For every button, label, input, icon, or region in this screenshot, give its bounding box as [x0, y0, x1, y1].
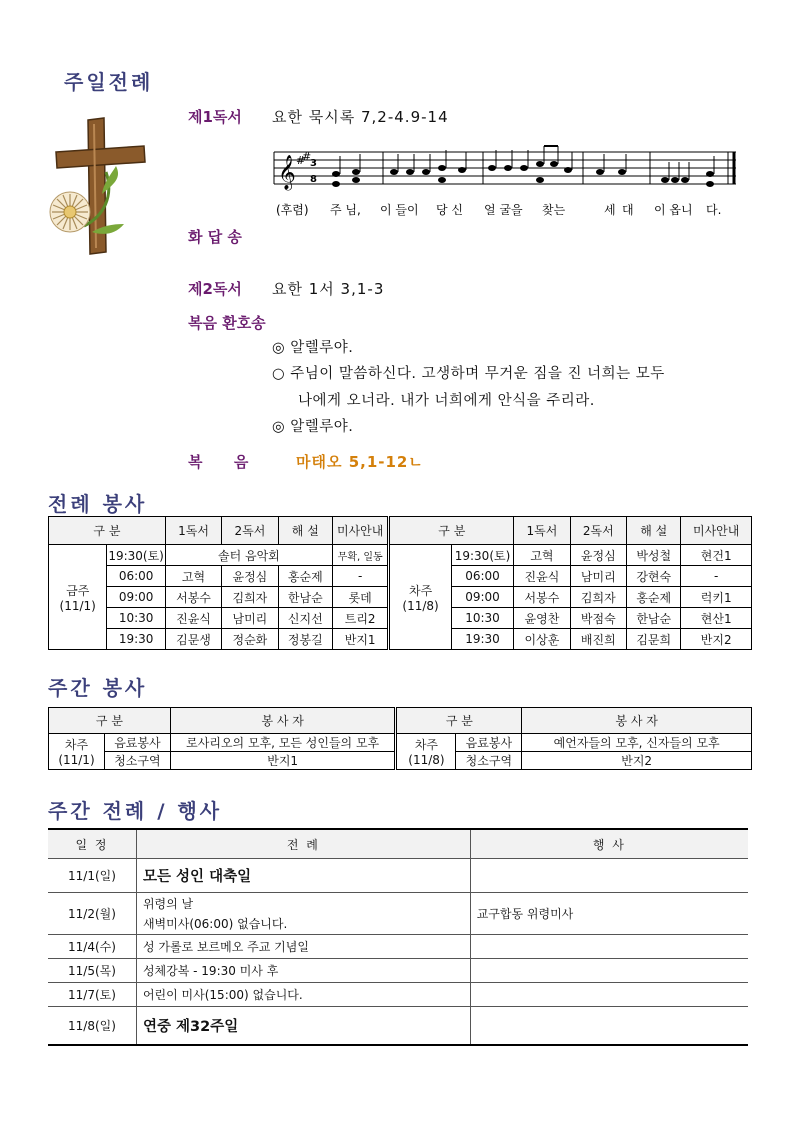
acclamation-line: ○ 주님이 말씀하신다. 고생하며 무거운 짐을 진 너희는 모두 [272, 366, 665, 382]
event-cell [470, 935, 748, 959]
week-cell: 금주 (11/1) [49, 545, 107, 650]
header-cell: 봉 사 자 [170, 708, 396, 734]
svg-text:3: 3 [310, 158, 317, 169]
reading2-label: 제2독서 [188, 280, 242, 298]
cell: 김희자 [222, 587, 278, 608]
cell: 남미리 [570, 566, 626, 587]
event-cell: 교구합동 위령미사 [470, 893, 748, 935]
cell: 서봉수 [514, 587, 570, 608]
cell: 서봉수 [165, 587, 221, 608]
header-cell: 행 사 [470, 829, 748, 859]
time-cell: 06:00 [451, 566, 513, 587]
cell: 트리2 [332, 608, 388, 629]
time-cell: 10:30 [107, 608, 165, 629]
cell: 김문희 [627, 629, 681, 650]
header-cell: 구 분 [49, 517, 166, 545]
weekly-table [48, 707, 752, 770]
cell: 김문생 [165, 629, 221, 650]
svg-text:#: # [296, 154, 306, 167]
cell: 현산1 [681, 608, 752, 629]
date-cell: 11/7(토) [48, 983, 136, 1007]
liturgy-cell: 성체강복 - 19:30 미사 후 [136, 959, 470, 983]
time-cell: 10:30 [451, 608, 513, 629]
cell: 박점숙 [570, 608, 626, 629]
cell: 예언자들의 모후, 신자들의 모후 [522, 734, 752, 752]
cell: 박성철 [627, 545, 681, 566]
cell: 남미리 [222, 608, 278, 629]
cell: 한남순 [278, 587, 332, 608]
header-cell: 해 설 [278, 517, 332, 545]
cell: 한남순 [627, 608, 681, 629]
time-cell: 06:00 [107, 566, 165, 587]
week-cell: 차주 (11/1) [49, 734, 105, 770]
cell: 신지선 [278, 608, 332, 629]
treble-clef-icon: 𝄞 [278, 155, 296, 190]
event-cell [470, 983, 748, 1007]
cell: 이상훈 [514, 629, 570, 650]
psalm-word: 다. [706, 203, 722, 217]
cell: 음료봉사 [104, 734, 170, 752]
date-cell: 11/8(일) [48, 1007, 136, 1045]
date-cell: 11/4(수) [48, 935, 136, 959]
time-cell: 09:00 [107, 587, 165, 608]
psalm-word: 이 옵니 [654, 203, 693, 217]
psalm-word: 이 들이 [380, 203, 419, 217]
cell: 반지2 [522, 752, 752, 770]
reading1-ref: 요한 묵시록 7,2-4.9-14 [272, 108, 449, 126]
liturgy-cell: 모든 성인 대축일 [136, 859, 470, 893]
cell: 로사리오의 모후, 모든 성인들의 모후 [170, 734, 396, 752]
cell: 정순화 [222, 629, 278, 650]
reading1-label: 제1독서 [188, 108, 242, 126]
event-cell [470, 1007, 748, 1045]
cross-flower-illustration [44, 116, 154, 256]
cell: 고혁 [165, 566, 221, 587]
gospel-label: 복 음 [188, 453, 249, 471]
cell: 홍순제 [627, 587, 681, 608]
gospel-ref: 마태오 5,1-12ㄴ [296, 453, 424, 471]
header-cell: 해 설 [627, 517, 681, 545]
svg-text:#: # [302, 150, 312, 163]
cell: 홍순제 [278, 566, 332, 587]
psalm-word: 세 [604, 203, 616, 217]
header-cell: 1독서 [514, 517, 570, 545]
header-cell: 2독서 [570, 517, 626, 545]
psalm-word: 대 [622, 203, 634, 217]
psalm-music-score [270, 144, 740, 224]
time-cell: 19:30 [451, 629, 513, 650]
cell: 정봉길 [278, 629, 332, 650]
time-cell: 09:00 [451, 587, 513, 608]
week-cell: 차주 (11/8) [396, 734, 456, 770]
liturgy-cell: 어린이 미사(15:00) 없습니다. [136, 983, 470, 1007]
date-cell: 11/5(목) [48, 959, 136, 983]
header-cell: 1독서 [165, 517, 221, 545]
cell: 반지1 [332, 629, 388, 650]
cell: 윤정심 [570, 545, 626, 566]
cell: 현건1 [681, 545, 752, 566]
cell: 진윤식 [165, 608, 221, 629]
header-cell: 전 례 [136, 829, 470, 859]
week-cell: 차주 (11/8) [389, 545, 451, 650]
header-cell: 봉 사 자 [522, 708, 752, 734]
events-title: 주간 전례 / 행사 [48, 799, 223, 823]
date-cell: 11/1(일) [48, 859, 136, 893]
psalm-word: 당 신 [436, 203, 463, 217]
header-cell: 2독서 [222, 517, 278, 545]
cell: 고혁 [514, 545, 570, 566]
event-cell [470, 859, 748, 893]
acclamation-label: 복음 환호송 [188, 314, 266, 332]
event-cell [470, 959, 748, 983]
cell: 반지1 [170, 752, 396, 770]
cell: 배진희 [570, 629, 626, 650]
acclamation-line: 나에게 오너라. 내가 너희에게 안식을 주리라. [298, 393, 595, 409]
header-cell: 미사안내 [332, 517, 388, 545]
events-table [48, 828, 748, 1046]
svg-text:8: 8 [310, 174, 317, 185]
psalm-label: 화 답 송 [188, 228, 242, 246]
event-guide-cell: 무확, 일동 [332, 545, 388, 566]
psalm-word: 찾는 [542, 203, 566, 217]
cell: - [332, 566, 388, 587]
event-cell: 솔터 음악회 [165, 545, 332, 566]
acclamation-line: ◎ 알렐루야. [272, 419, 354, 435]
service-title: 전례 봉사 [48, 492, 148, 516]
header-cell: 구 분 [396, 708, 522, 734]
liturgy-title: 주일전례 [64, 70, 154, 94]
cell: - [681, 566, 752, 587]
psalm-refrain-prefix: (후렴) [276, 203, 309, 217]
cell: 진윤식 [514, 566, 570, 587]
date-cell: 11/2(월) [48, 893, 136, 935]
liturgy-cell: 성 가롤로 보르메오 주교 기념일 [136, 935, 470, 959]
time-cell: 19:30(토) [107, 545, 165, 566]
time-cell: 19:30(토) [451, 545, 513, 566]
header-cell: 일 정 [48, 829, 136, 859]
cell: 김희자 [570, 587, 626, 608]
cell: 윤영찬 [514, 608, 570, 629]
liturgy-cell: 위령의 날 새벽미사(06:00) 없습니다. [136, 893, 470, 935]
psalm-word: 주 님, [330, 203, 361, 217]
psalm-word: 얼 굴을 [484, 203, 523, 217]
cell: 윤정심 [222, 566, 278, 587]
liturgy-cell: 연중 제32주일 [136, 1007, 470, 1045]
service-table [48, 516, 752, 650]
cell: 청소구역 [104, 752, 170, 770]
time-cell: 19:30 [107, 629, 165, 650]
reading2-ref: 요한 1서 3,1-3 [272, 280, 385, 298]
header-cell: 구 분 [389, 517, 514, 545]
cell: 럭키1 [681, 587, 752, 608]
cell: 롯데 [332, 587, 388, 608]
cell: 강현숙 [627, 566, 681, 587]
cell: 청소구역 [456, 752, 522, 770]
weekly-title: 주간 봉사 [48, 676, 148, 700]
cell: 반지2 [681, 629, 752, 650]
header-cell: 미사안내 [681, 517, 752, 545]
acclamation-line: ◎ 알렐루야. [272, 340, 354, 356]
header-cell: 구 분 [49, 708, 171, 734]
cell: 음료봉사 [456, 734, 522, 752]
